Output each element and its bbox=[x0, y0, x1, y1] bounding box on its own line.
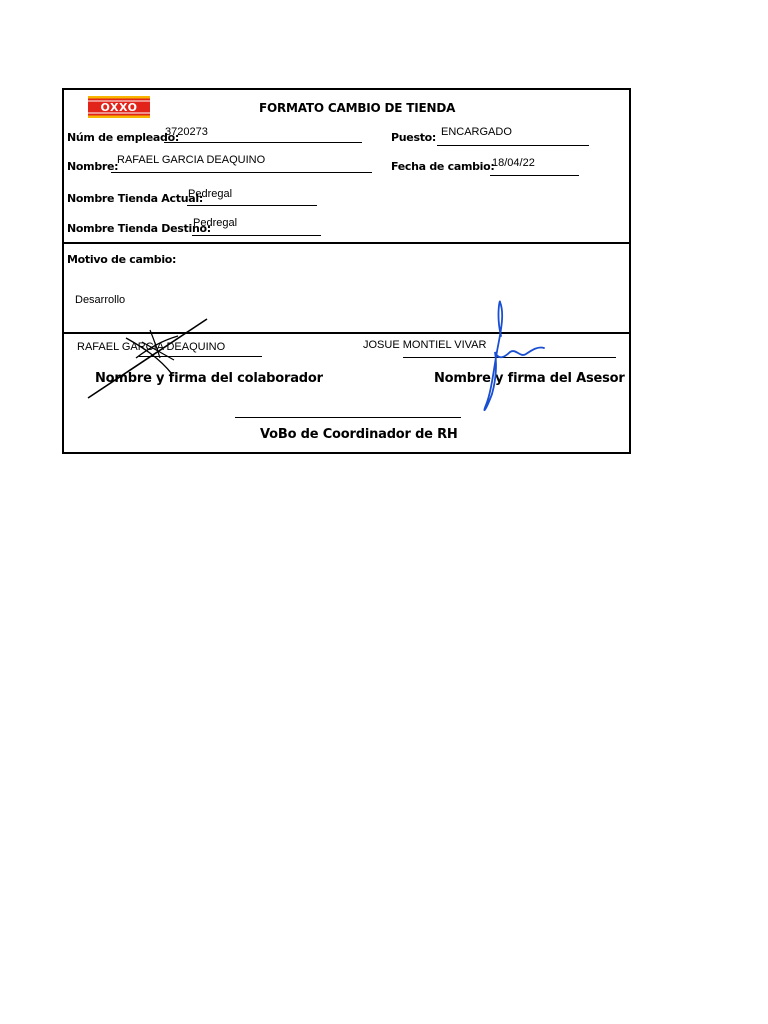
underline-fecha-cambio bbox=[490, 175, 579, 176]
value-fecha-cambio: 18/04/22 bbox=[492, 157, 535, 169]
label-tienda-actual: Nombre Tienda Actual: bbox=[67, 192, 203, 205]
vobo-caption: VoBo de Coordinador de RH bbox=[260, 427, 458, 442]
underline-tienda-destino bbox=[192, 235, 321, 236]
value-puesto: ENCARGADO bbox=[441, 126, 512, 138]
value-motivo: Desarrollo bbox=[75, 294, 126, 306]
value-tienda-actual: Pedregal bbox=[188, 188, 233, 200]
underline-asesor bbox=[403, 357, 616, 358]
section-divider bbox=[64, 332, 629, 334]
logo-text: OXXO bbox=[100, 101, 138, 114]
value-nombre: RAFAEL GARCIA DEAQUINO bbox=[117, 154, 266, 166]
asesor-caption: Nombre y firma del Asesor bbox=[434, 371, 625, 386]
oxxo-logo bbox=[88, 96, 150, 118]
underline-num-empleado bbox=[164, 142, 362, 143]
value-num-empleado: 3720273 bbox=[165, 126, 208, 138]
underline-nombre bbox=[111, 172, 372, 173]
label-motivo: Motivo de cambio: bbox=[67, 253, 177, 266]
label-tienda-destino: Nombre Tienda Destino: bbox=[67, 222, 211, 235]
underline-vobo bbox=[235, 417, 461, 418]
underline-puesto bbox=[437, 145, 589, 146]
label-puesto: Puesto: bbox=[391, 131, 437, 144]
underline-colaborador bbox=[139, 356, 262, 357]
colaborador-caption: Nombre y firma del colaborador bbox=[95, 371, 323, 386]
label-num-empleado: Núm de empleado: bbox=[67, 131, 179, 144]
asesor-name: JOSUE MONTIEL VIVAR bbox=[363, 339, 487, 351]
label-fecha-cambio: Fecha de cambio: bbox=[391, 160, 495, 173]
form-title: FORMATO CAMBIO DE TIENDA bbox=[259, 101, 456, 115]
change-store-form bbox=[62, 88, 631, 454]
label-nombre: Nombre: bbox=[67, 160, 119, 173]
value-tienda-destino: Pedregal bbox=[193, 217, 238, 229]
colaborador-name: RAFAEL GARCIA DEAQUINO bbox=[77, 341, 226, 353]
underline-tienda-actual bbox=[187, 205, 317, 206]
section-divider bbox=[64, 242, 629, 244]
